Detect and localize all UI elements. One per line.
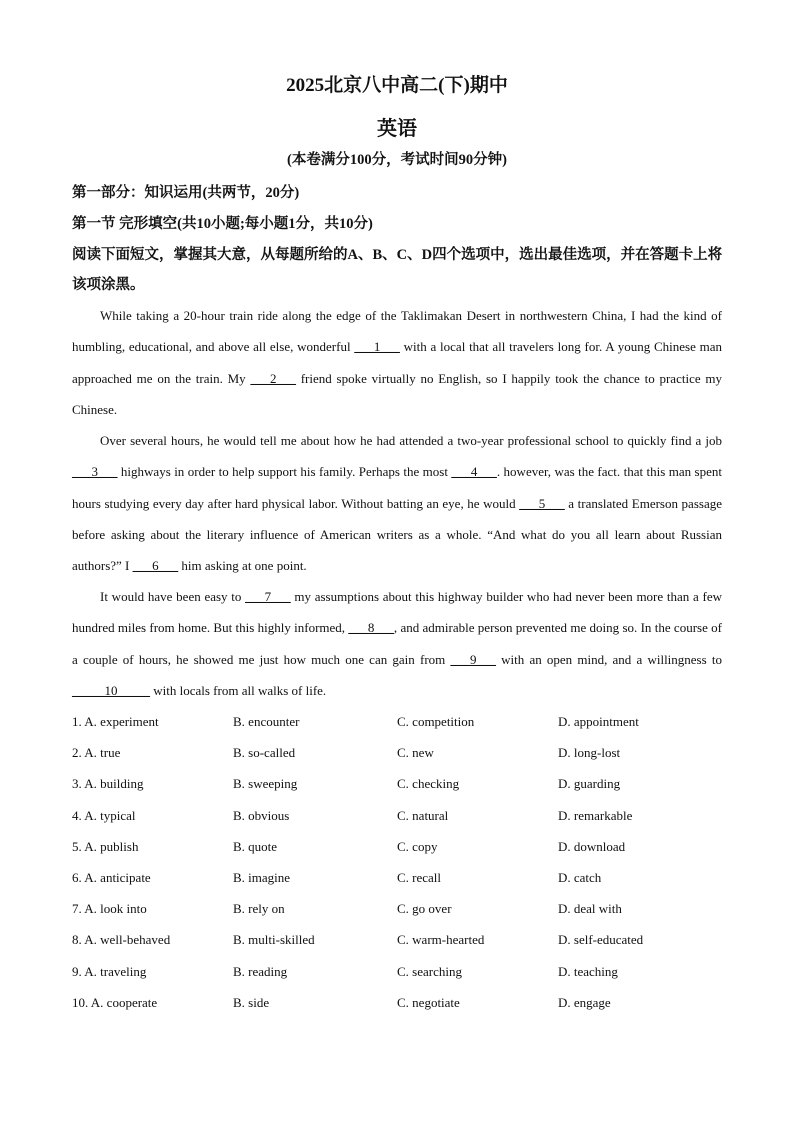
option-c[interactable]: C. natural xyxy=(397,808,449,823)
option-c[interactable]: C. competition xyxy=(397,714,475,729)
option-b[interactable]: B. multi-skilled xyxy=(233,932,315,947)
exam-title: 2025北京八中高二(下)期中 xyxy=(286,75,508,96)
option-b[interactable]: B. obvious xyxy=(233,808,290,823)
section-heading: 第一节 完形填空(共10小题;每小题1分，共10分) xyxy=(72,216,373,232)
passage-paragraph-2 xyxy=(72,425,722,581)
option-a[interactable]: 8. A. well-behaved xyxy=(72,932,171,947)
option-a[interactable]: 7. A. look into xyxy=(72,901,147,916)
passage-text: a translated Emerson passage before asking about the literary influence of American writers as a whole. “And what do you all learn about Russian authors?” I xyxy=(72,495,722,574)
blank-3: ___3___ xyxy=(72,464,118,480)
option-b[interactable]: B. so-called xyxy=(233,745,296,760)
option-a[interactable]: 6. A. anticipate xyxy=(72,870,151,885)
question-9-options xyxy=(72,964,732,984)
passage-paragraph-1 xyxy=(72,300,722,425)
option-a[interactable]: 4. A. typical xyxy=(72,808,136,823)
option-b[interactable]: B. quote xyxy=(233,839,278,854)
blank-2: ___2___ xyxy=(250,370,296,386)
option-d[interactable]: D. self-educated xyxy=(558,932,644,947)
passage-text: . however, was the fact. that this man spent hours studying every day after hard physical labor. Without batting an eye, he would xyxy=(72,464,722,511)
passage-paragraph-3 xyxy=(72,581,722,706)
option-a[interactable]: 2. A. true xyxy=(72,745,121,760)
option-c[interactable]: C. new xyxy=(397,745,434,760)
option-a[interactable]: 3. A. building xyxy=(72,776,144,791)
option-d[interactable]: D. teaching xyxy=(558,964,618,979)
passage-text: with locals from all walks of life. xyxy=(150,682,327,698)
blank-5: ___5___ xyxy=(519,495,565,511)
question-10-options xyxy=(72,995,732,1015)
option-d[interactable]: D. remarkable xyxy=(558,808,633,823)
subject-title: 英语 xyxy=(377,118,417,140)
option-b[interactable]: B. reading xyxy=(233,964,288,979)
option-d[interactable]: D. appointment xyxy=(558,714,639,729)
passage-text: highways in order to help support his family. Perhaps the most xyxy=(117,464,452,480)
option-d[interactable]: D. catch xyxy=(558,870,602,885)
option-c[interactable]: C. negotiate xyxy=(397,995,460,1010)
question-6-options xyxy=(72,870,732,890)
option-d[interactable]: D. download xyxy=(558,839,626,854)
question-4-options xyxy=(72,808,732,828)
option-a[interactable]: 5. A. publish xyxy=(72,839,139,854)
option-a[interactable]: 1. A. experiment xyxy=(72,714,159,729)
passage-text: , and admirable person prevented me doing so. In the course of a couple of hours, he showed me just how much one can gain from xyxy=(72,620,722,667)
passage-text: him asking at one point. xyxy=(178,558,307,574)
option-a[interactable]: 9. A. traveling xyxy=(72,964,147,979)
question-1-options xyxy=(72,714,732,734)
option-d[interactable]: D. long-lost xyxy=(558,745,621,760)
exam-info: (本卷满分100分，考试时间90分钟) xyxy=(287,152,507,168)
passage-text: with an open mind, and a willingness to xyxy=(495,651,722,667)
blank-4: ___4___ xyxy=(451,464,497,480)
option-b[interactable]: B. encounter xyxy=(233,714,300,729)
option-c[interactable]: C. checking xyxy=(397,776,460,791)
passage-text: Over several hours, he would tell me about how he had attended a two-year professional school to quickly find a job xyxy=(100,433,722,448)
instructions: 阅读下面短文，掌握其大意，从每题所给的A、B、C、D四个选项中，选出最佳选项，并在答题卡上将该项涂黑。 xyxy=(72,247,723,293)
passage-text: It would have been easy to xyxy=(100,589,246,604)
option-c[interactable]: C. go over xyxy=(397,901,452,916)
option-c[interactable]: C. searching xyxy=(397,964,462,979)
blank-1: ___1___ xyxy=(354,339,400,355)
option-a[interactable]: 10. A. cooperate xyxy=(72,995,158,1010)
question-3-options xyxy=(72,776,732,796)
passage-text: my assumptions about this highway builder who had never been more than a few hundred miles from home. But this highly informed, xyxy=(72,589,722,636)
blank-6: ___6___ xyxy=(132,558,179,574)
part-heading: 第一部分：知识运用(共两节，20分) xyxy=(72,185,300,201)
blank-8: ___8___ xyxy=(348,620,394,636)
blank-7: ___7___ xyxy=(245,589,291,604)
option-d[interactable]: D. deal with xyxy=(558,901,622,916)
option-b[interactable]: B. imagine xyxy=(233,870,291,885)
option-b[interactable]: B. side xyxy=(233,995,270,1010)
option-c[interactable]: C. copy xyxy=(397,839,438,854)
option-c[interactable]: C. warm-hearted xyxy=(397,932,485,947)
question-8-options xyxy=(72,932,732,952)
question-7-options xyxy=(72,901,732,921)
question-5-options xyxy=(72,839,732,859)
question-2-options xyxy=(72,745,732,765)
passage-text: While taking a 20-hour train ride along the edge of the Taklimakan Desert in northwestern China, I had the kind of humbling, educational, and above all else, wonderful xyxy=(72,308,722,355)
passage-text: with a local that all travelers long for. A young Chinese man approached me on the train. My xyxy=(72,339,722,386)
option-d[interactable]: D. guarding xyxy=(558,776,621,791)
passage-text: friend spoke virtually no English, so I happily took the chance to practice my Chinese. xyxy=(72,370,722,417)
blank-9: ___9___ xyxy=(450,651,496,667)
option-b[interactable]: B. sweeping xyxy=(233,776,298,791)
option-d[interactable]: D. engage xyxy=(558,995,611,1010)
blank-10: _____10_____ xyxy=(72,682,150,698)
option-b[interactable]: B. rely on xyxy=(233,901,285,916)
option-c[interactable]: C. recall xyxy=(397,870,442,885)
